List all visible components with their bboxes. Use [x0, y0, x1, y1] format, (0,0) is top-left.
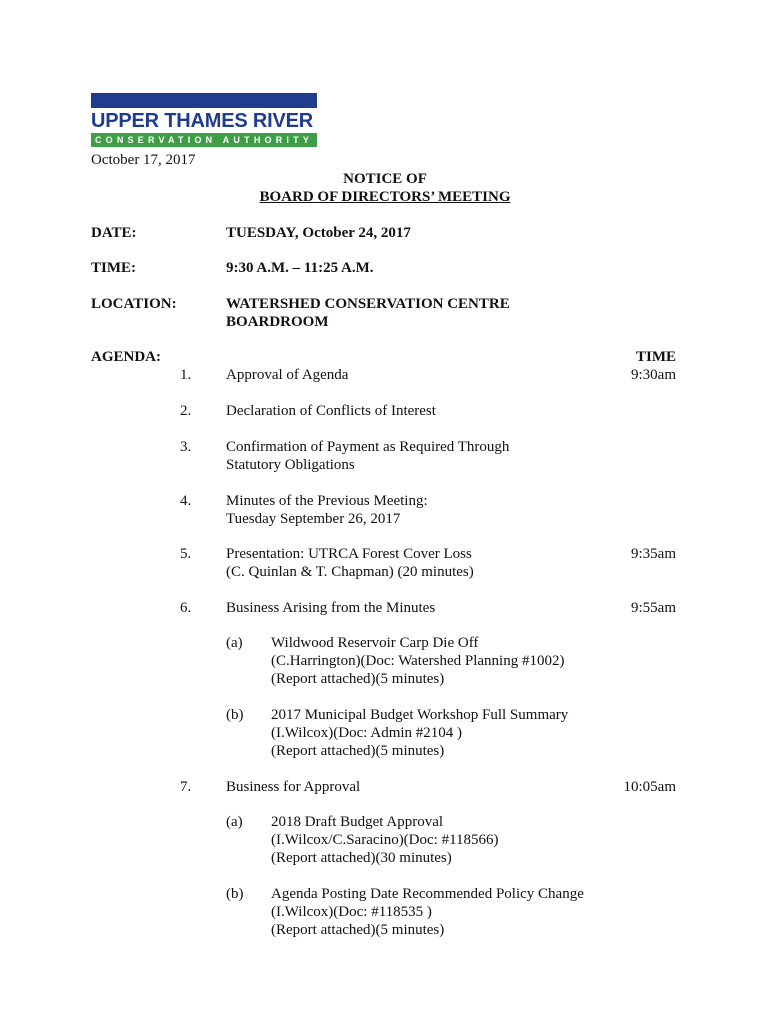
agenda-subitem-text: Wildwood Reservoir Carp Die Off	[271, 635, 479, 651]
agenda-subitem-letter: (b)	[226, 707, 244, 723]
agenda-subitem-text: (Report attached)(30 minutes)	[271, 850, 452, 866]
time-label: TIME:	[91, 260, 136, 276]
agenda-item-number: 2.	[180, 403, 192, 419]
agenda-item-time: 9:30am	[631, 367, 676, 383]
agenda-subitem-text: (Report attached)(5 minutes)	[271, 922, 445, 938]
agenda-item-text: Business for Approval	[226, 779, 361, 795]
agenda-item-text: Presentation: UTRCA Forest Cover Loss	[226, 546, 472, 562]
notice-subtitle-text: BOARD OF DIRECTORS’ MEETING	[259, 189, 511, 205]
logo-top-bar	[91, 93, 317, 108]
agenda-subitem-text: 2017 Municipal Budget Workshop Full Summary	[271, 707, 569, 723]
agenda-subitem-text: (Report attached)(5 minutes)	[271, 743, 445, 759]
agenda-item-text: Statutory Obligations	[226, 457, 355, 473]
agenda-item-number: 7.	[180, 779, 192, 795]
agenda-subitem-letter: (b)	[226, 886, 244, 902]
logo-name-text: UPPER THAMES RIVER	[91, 110, 313, 132]
agenda-item-number: 3.	[180, 439, 192, 455]
agenda-item-text: Business Arising from the Minutes	[226, 600, 436, 616]
agenda-subitem-text: (I.Wilcox/C.Saracino)(Doc: #118566)	[271, 832, 499, 848]
agenda-subitem-text: (Report attached)(5 minutes)	[271, 671, 445, 687]
agenda-item-time: 9:55am	[631, 600, 676, 616]
agenda-subitem-letter: (a)	[226, 635, 243, 651]
location-value-line2: BOARDROOM	[226, 314, 329, 330]
agenda-subitem-text: Agenda Posting Date Recommended Policy Change	[271, 886, 584, 902]
date-value: TUESDAY, October 24, 2017	[226, 225, 411, 241]
agenda-item-text: Approval of Agenda	[226, 367, 349, 383]
agenda-subitem-letter: (a)	[226, 814, 243, 830]
agenda-item-text: Confirmation of Payment as Required Through	[226, 439, 510, 455]
agenda-item-time: 10:05am	[623, 779, 676, 795]
agenda-subitem-text: 2018 Draft Budget Approval	[271, 814, 444, 830]
date-label: DATE:	[91, 225, 137, 241]
notice-subtitle	[0, 188, 770, 206]
time-value: 9:30 A.M. – 11:25 A.M.	[226, 260, 374, 276]
notice-title: NOTICE OF	[343, 171, 427, 187]
agenda-item-number: 1.	[180, 367, 192, 383]
agenda-item-text: (C. Quinlan & T. Chapman) (20 minutes)	[226, 564, 474, 580]
agenda-label: AGENDA:	[91, 349, 161, 365]
agenda-item-text: Tuesday September 26, 2017	[226, 511, 401, 527]
letter-date: October 17, 2017	[91, 152, 196, 168]
agenda-item-time: 9:35am	[631, 546, 676, 562]
agenda-item-text: Declaration of Conflicts of Interest	[226, 403, 436, 419]
agenda-subitem-text: (C.Harrington)(Doc: Watershed Planning #1002)	[271, 653, 565, 669]
agenda-item-number: 4.	[180, 493, 192, 509]
agenda-time-header: TIME	[635, 349, 676, 365]
location-label: LOCATION:	[91, 296, 177, 312]
agenda-subitem-text: (I.Wilcox)(Doc: #118535 )	[271, 904, 432, 920]
agenda-subitem-text: (I.Wilcox)(Doc: Admin #2104 )	[271, 725, 463, 741]
agenda-item-number: 5.	[180, 546, 192, 562]
logo-authority-bar: CONSERVATION AUTHORITY	[91, 133, 317, 147]
location-value-line1: WATERSHED CONSERVATION CENTRE	[226, 296, 510, 312]
agenda-item-number: 6.	[180, 600, 192, 616]
utrca-logo	[91, 93, 317, 151]
agenda-item-text: Minutes of the Previous Meeting:	[226, 493, 428, 509]
